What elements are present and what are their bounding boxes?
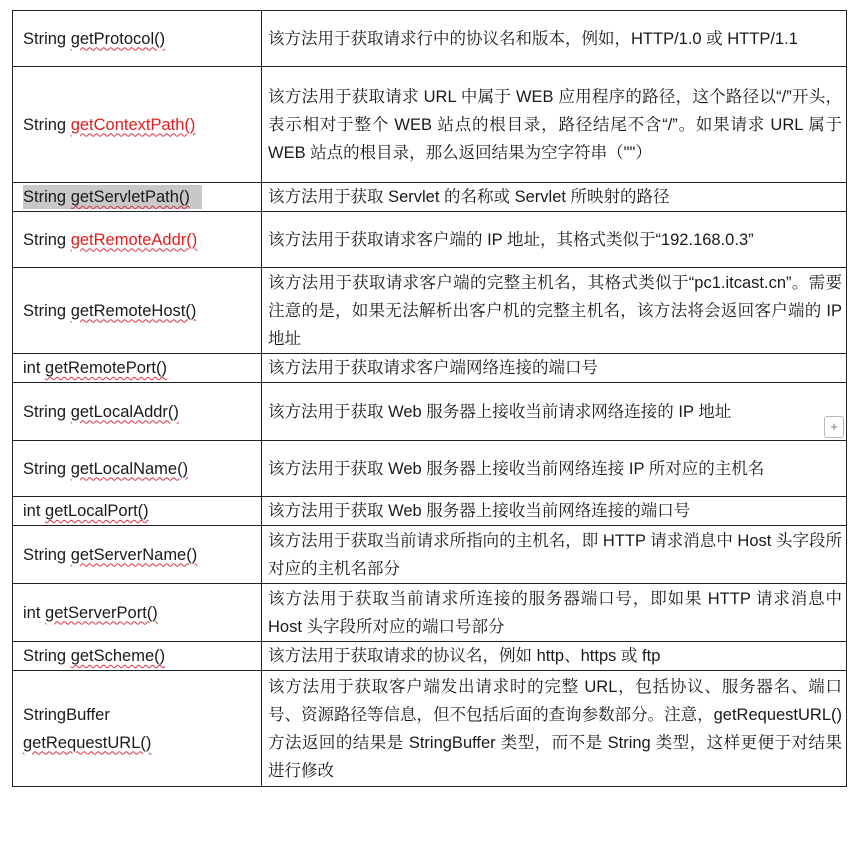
description-cell: 该方法用于获取请求行中的协议名和版本，例如，HTTP/1.0 或 HTTP/1.1 [262,11,847,67]
description-cell: 该方法用于获取请求的协议名，例如 http、https 或 ftp [262,642,847,671]
method-name: getLocalAddr() [70,402,179,421]
method-name: getRemoteHost() [70,301,197,320]
description-cell: 该方法用于获取请求客户端的完整主机名，其格式类似于“pc1.itcast.cn”。需要注意的是，如果无法解析出客户机的完整主机名，该方法将会返回客户端的 IP 地址 [262,268,847,354]
description-cell: 该方法用于获取 Web 服务器上接收当前网络连接 IP 所对应的主机名 [262,441,847,497]
return-type: int [23,502,46,520]
table-row [13,354,847,383]
table-row [13,268,847,354]
method-signature [23,359,167,377]
return-type: String [23,301,71,320]
method-name: getServletPath() [70,188,190,206]
method-table [12,10,847,787]
return-type: String [23,545,71,564]
return-type: String [23,188,71,206]
method-table-body [13,11,847,787]
description-cell: 该方法用于获取当前请求所连接的服务器端口号，即如果 HTTP 请求消息中 Host 头字段所对应的端口号部分 [262,584,847,642]
method-name: getRemoteAddr() [70,230,198,249]
return-type: String [23,647,71,665]
method-cell [13,354,262,383]
table-row [13,671,847,787]
method-signature [23,604,158,622]
method-cell [13,268,262,354]
method-name: getServerPort() [45,603,158,622]
description-cell: 该方法用于获取请求 URL 中属于 WEB 应用程序的路径，这个路径以“/”开头，表示相对于整个 WEB 站点的根目录，路径结尾不含“/”。如果请求 URL 属于 WEB 站点的根目录，那么返回结果为空字符串（""） [262,67,847,183]
method-signature [23,647,165,665]
table-row [13,183,847,212]
method-name: getLocalPort() [45,502,149,520]
plus-icon: + [830,419,838,434]
method-name: getServerName() [70,545,198,564]
method-signature [23,231,197,249]
method-cell [13,383,262,441]
description-cell: 该方法用于获取 Web 服务器上接收当前请求网络连接的 IP 地址 [262,383,847,441]
method-cell [13,526,262,584]
description-cell: 该方法用于获取 Servlet 的名称或 Servlet 所映射的路径 [262,183,847,212]
return-type: int [23,359,46,377]
table-row [13,584,847,642]
method-cell [13,642,262,671]
method-cell [13,212,262,268]
add-row-button[interactable] [824,416,844,438]
description-cell: 该方法用于获取请求客户端网络连接的端口号 [262,354,847,383]
method-signature [23,502,149,520]
table-row [13,642,847,671]
method-name: getScheme() [70,647,166,665]
method-name: getLocalName() [70,459,189,478]
method-signature [23,116,195,134]
table-row [13,383,847,441]
method-cell [13,441,262,497]
table-row [13,441,847,497]
method-cell [13,584,262,642]
return-type: String [23,230,71,249]
method-signature [23,302,196,320]
method-signature [23,460,188,478]
method-name: getRequestURL() [23,733,152,752]
description-cell: 该方法用于获取客户端发出请求时的完整 URL，包括协议、服务器名、端口号、资源路径等信息，但不包括后面的查询参数部分。注意，getRequestURL()方法返回的结果是 StringBuffer 类型，而不是 String 类型，这样更便于对结果进行修改 [262,671,847,787]
method-signature [23,185,202,209]
return-type: String [23,115,71,134]
method-cell [13,497,262,526]
method-name: getRemotePort() [45,359,167,377]
return-type: String [23,459,71,478]
description-cell: 该方法用于获取请求客户端的 IP 地址，其格式类似于“192.168.0.3” [262,212,847,268]
method-cell [13,183,262,212]
method-signature [23,30,165,48]
table-row [13,67,847,183]
method-cell [13,11,262,67]
table-row [13,526,847,584]
description-cell: 该方法用于获取 Web 服务器上接收当前网络连接的端口号 [262,497,847,526]
description-cell: 该方法用于获取当前请求所指向的主机名，即 HTTP 请求消息中 Host 头字段所对应的主机名部分 [262,526,847,584]
table-row [13,11,847,67]
method-signature [23,403,179,421]
method-signature [23,706,151,752]
method-name: getContextPath() [70,115,196,134]
method-cell [13,671,262,787]
return-type: String [23,402,71,421]
return-type: String [23,29,71,48]
table-row [13,212,847,268]
return-type: int [23,603,46,622]
table-row [13,497,847,526]
method-name: getProtocol() [70,29,166,48]
method-cell [13,67,262,183]
return-type: StringBuffer [23,705,110,724]
method-signature [23,546,197,564]
